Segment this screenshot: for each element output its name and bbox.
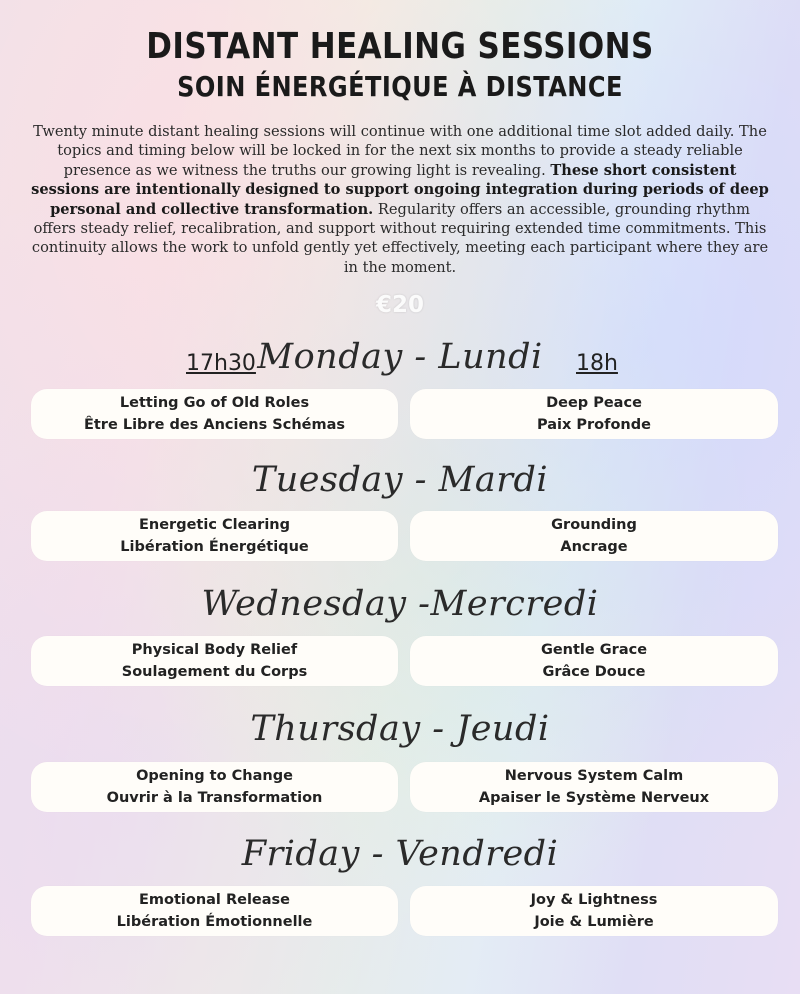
price-label: €20 (375, 292, 424, 318)
session-title-fr: Apaiser le Système Nerveux (478, 790, 710, 806)
session-card-wednesday-1730 (31, 636, 398, 686)
time-slot-1730: 17h30 (186, 351, 256, 376)
session-card-monday-1730 (31, 389, 398, 439)
session-card-thursday-1730 (31, 762, 398, 812)
session-title-en: Letting Go of Old Roles (119, 395, 310, 411)
session-title-en: Gentle Grace (540, 642, 648, 658)
day-heading-wednesday: Wednesday -Mercredi (201, 584, 599, 624)
day-heading-monday: Monday - Lundi (257, 337, 543, 377)
session-card-monday-18h (410, 389, 778, 439)
page-subtitle: SOIN ÉNERGÉTIQUE À DISTANCE (177, 70, 623, 103)
session-title-fr: Grâce Douce (542, 664, 646, 680)
session-card-wednesday-18h (410, 636, 778, 686)
intro-text-end: Regularity offers an accessible, grounding rhythm offers steady relief, recalibration, and support without requiring extended time commitments. This continuity allows the work to unfold gently yet effectively, meeting each participant where they are in the moment. (31, 200, 769, 276)
day-heading-tuesday: Tuesday - Mardi (251, 460, 549, 500)
time-slot-18h: 18h (576, 351, 618, 376)
session-title-fr: Soulagement du Corps (121, 664, 308, 680)
session-title-fr: Libération Émotionnelle (116, 914, 313, 930)
session-title-en: Grounding (551, 517, 637, 533)
day-heading-friday: Friday - Vendredi (241, 834, 559, 874)
session-card-friday-1730 (31, 886, 398, 936)
page-title: DISTANT HEALING SESSIONS (146, 26, 654, 67)
session-card-tuesday-1730 (31, 511, 398, 561)
session-title-en: Opening to Change (136, 768, 293, 784)
session-card-thursday-18h (410, 762, 778, 812)
session-title-fr: Joie & Lumière (534, 914, 654, 930)
session-title-en: Energetic Clearing (138, 517, 291, 533)
session-title-en: Deep Peace (546, 395, 642, 411)
session-title-fr: Être Libre des Anciens Schémas (83, 417, 346, 433)
session-title-en: Physical Body Relief (131, 642, 298, 658)
session-title-en: Joy & Lightness (530, 892, 658, 908)
intro-text-bold: These short consistent sessions are intentionally designed to support ongoing integration during periods of deep personal and collective transformation. (31, 161, 769, 218)
session-title-fr: Ancrage (560, 539, 628, 555)
session-title-fr: Ouvrir à la Transformation (106, 790, 323, 806)
session-title-fr: Paix Profonde (537, 417, 651, 433)
intro-text-start: Twenty minute distant healing sessions will continue with one additional time slot added daily. The topics and timing below will be locked in for the next six months to provide a steady reliable presence as we witness the truths our growing light is revealing. (33, 123, 767, 179)
session-title-en: Emotional Release (138, 892, 291, 908)
session-card-friday-18h (410, 886, 778, 936)
session-card-tuesday-18h (410, 511, 778, 561)
day-heading-thursday: Thursday - Jeudi (250, 709, 550, 749)
intro-paragraph (30, 122, 770, 277)
session-title-fr: Libération Énergétique (120, 539, 309, 555)
session-title-en: Nervous System Calm (504, 768, 684, 784)
